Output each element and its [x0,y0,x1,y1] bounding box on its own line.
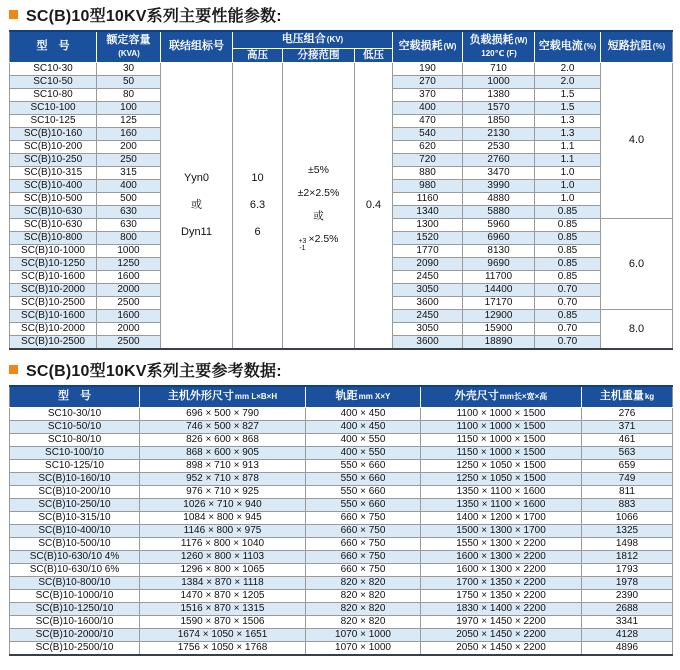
rail-gauge-cell: 550 × 660 [306,473,421,486]
main-unit-dimensions-cell: 868 × 600 × 905 [140,447,306,460]
reference-table-row [10,512,673,525]
model-cell: SC(B)10-250 [10,153,97,166]
noload-current-cell: 0.85 [535,257,601,270]
noload-loss-cell: 270 [393,75,463,88]
reference-table [9,385,673,657]
rail-gauge-cell: 660 × 750 [306,512,421,525]
model-cell: SC(B)10-500 [10,192,97,205]
reference-table-row [10,577,673,590]
load-loss-cell: 9690 [463,257,535,270]
reference-table-row [10,590,673,603]
model-cell: SC(B)10-630 [10,205,97,218]
main-unit-weight-cell: 1978 [582,577,673,590]
noload-current-cell: 2.0 [535,75,601,88]
model-cell: SC10-80/10 [10,434,140,447]
rated-capacity-cell: 400 [97,179,161,192]
performance-section [9,5,672,350]
noload-loss-cell: 190 [393,62,463,75]
noload-loss-cell: 1160 [393,192,463,205]
rated-capacity-cell: 30 [97,62,161,75]
rated-capacity-cell: 200 [97,140,161,153]
model-cell: SC(B)10-315 [10,166,97,179]
noload-loss-cell: 980 [393,179,463,192]
enclosure-dimensions-cell: 1350 × 1100 × 1600 [421,499,582,512]
enclosure-dimensions-cell: 1600 × 1300 × 2200 [421,551,582,564]
load-loss-cell: 15900 [463,322,535,335]
model-cell: SC(B)10-1000/10 [10,590,140,603]
noload-current-cell: 1.0 [535,192,601,205]
rated-capacity-cell: 315 [97,166,161,179]
model-cell: SC(B)10-250/10 [10,499,140,512]
main-unit-dimensions-cell: 1674 × 1050 × 1651 [140,629,306,642]
impedance-cell: 6.0 [601,218,673,309]
model-cell: SC(B)10-1250 [10,257,97,270]
model-cell: SC(B)10-2000 [10,322,97,335]
load-loss-cell: 2530 [463,140,535,153]
col-header-noload-current: 空载电流(%) [535,31,601,62]
main-unit-dimensions-cell: 826 × 600 × 868 [140,434,306,447]
reference-table-row [10,486,673,499]
model-cell: SC(B)10-1600/10 [10,616,140,629]
col-header-rated-capacity: 额定容量 (KVA) [97,31,161,62]
rated-capacity-cell: 250 [97,153,161,166]
reference-header-row [10,386,673,408]
main-unit-dimensions-cell: 1516 × 870 × 1315 [140,603,306,616]
col-header-tap-range: 分接范围 [283,48,355,62]
noload-current-cell: 0.85 [535,218,601,231]
main-unit-weight-cell: 2390 [582,590,673,603]
main-unit-dimensions-cell: 1176 × 800 × 1040 [140,538,306,551]
rail-gauge-cell: 820 × 820 [306,603,421,616]
col-header-short-circuit-impedance: 短路抗阻(%) [601,31,673,62]
noload-loss-cell: 470 [393,114,463,127]
model-cell: SC(B)10-2500 [10,335,97,349]
noload-loss-cell: 400 [393,101,463,114]
model-cell: SC(B)10-2000 [10,283,97,296]
main-unit-weight-cell: 883 [582,499,673,512]
noload-loss-cell: 1770 [393,244,463,257]
rated-capacity-cell: 1600 [97,270,161,283]
noload-loss-cell: 1300 [393,218,463,231]
load-loss-cell: 2130 [463,127,535,140]
impedance-cell: 8.0 [601,309,673,349]
main-unit-dimensions-cell: 1590 × 870 × 1506 [140,616,306,629]
load-loss-cell: 3990 [463,179,535,192]
model-cell: SC10-125/10 [10,460,140,473]
model-cell: SC(B)10-200/10 [10,486,140,499]
col-header-enclosure-dimensions: 外壳尺寸mm长×宽×高 [421,386,582,408]
main-unit-dimensions-cell: 746 × 500 × 827 [140,421,306,434]
reference-table-row [10,551,673,564]
rated-capacity-cell: 2500 [97,335,161,349]
load-loss-cell: 4880 [463,192,535,205]
noload-current-cell: 0.85 [535,231,601,244]
model-cell: SC(B)10-800 [10,231,97,244]
noload-current-cell: 1.1 [535,153,601,166]
noload-current-cell: 0.85 [535,270,601,283]
main-unit-dimensions-cell: 696 × 500 × 790 [140,408,306,421]
col-header-model: 型 号 [10,31,97,62]
main-unit-weight-cell: 1325 [582,525,673,538]
model-cell: SC(B)10-1600 [10,309,97,322]
performance-section-title: SC(B)10型10KV系列主要性能参数: [26,8,282,25]
noload-current-cell: 1.3 [535,114,601,127]
main-unit-weight-cell: 659 [582,460,673,473]
main-unit-weight-cell: 749 [582,473,673,486]
rail-gauge-cell: 660 × 750 [306,525,421,538]
enclosure-dimensions-cell: 1830 × 1400 × 2200 [421,603,582,616]
noload-current-cell: 0.70 [535,335,601,349]
orange-square-bullet-icon [9,365,18,374]
reference-table-row [10,447,673,460]
reference-table-row [10,434,673,447]
rated-capacity-cell: 125 [97,114,161,127]
main-unit-dimensions-cell: 1084 × 800 × 945 [140,512,306,525]
main-unit-weight-cell: 4128 [582,629,673,642]
enclosure-dimensions-cell: 1150 × 1000 × 1500 [421,434,582,447]
reference-section-title: SC(B)10型10KV系列主要参考数据: [26,362,282,380]
rated-capacity-cell: 1000 [97,244,161,257]
load-loss-cell: 1570 [463,101,535,114]
noload-loss-cell: 2090 [393,257,463,270]
load-loss-cell: 1000 [463,75,535,88]
col-header-noload-loss: 空载损耗(W) [393,31,463,62]
performance-title-row [9,5,672,24]
rail-gauge-cell: 820 × 820 [306,616,421,629]
reference-table-body [10,408,673,656]
rail-gauge-cell: 400 × 450 [306,421,421,434]
enclosure-dimensions-cell: 1400 × 1200 × 1700 [421,512,582,525]
main-unit-dimensions-cell: 952 × 710 × 878 [140,473,306,486]
rail-gauge-cell: 820 × 820 [306,590,421,603]
col-header-low-voltage: 低压 [355,48,393,62]
rail-gauge-cell: 660 × 750 [306,564,421,577]
enclosure-dimensions-cell: 1500 × 1300 × 1700 [421,525,582,538]
noload-loss-cell: 3600 [393,296,463,309]
performance-table-body [10,62,673,349]
load-loss-cell: 3470 [463,166,535,179]
rail-gauge-cell: 550 × 660 [306,486,421,499]
reference-table-row [10,538,673,551]
model-cell: SC(B)10-315/10 [10,512,140,525]
main-unit-weight-cell: 3341 [582,616,673,629]
main-unit-weight-cell: 276 [582,408,673,421]
impedance-cell: 4.0 [601,62,673,218]
enclosure-dimensions-cell: 1250 × 1050 × 1500 [421,473,582,486]
main-unit-dimensions-cell: 1296 × 800 × 1065 [140,564,306,577]
main-unit-dimensions-cell: 1146 × 800 × 975 [140,525,306,538]
main-unit-weight-cell: 1793 [582,564,673,577]
rail-gauge-cell: 550 × 660 [306,499,421,512]
noload-current-cell: 0.70 [535,322,601,335]
load-loss-cell: 710 [463,62,535,75]
load-loss-cell: 8130 [463,244,535,257]
enclosure-dimensions-cell: 2050 × 1450 × 2200 [421,642,582,656]
model-cell: SC(B)10-1250/10 [10,603,140,616]
main-unit-dimensions-cell: 1470 × 870 × 1205 [140,590,306,603]
reference-table-row [10,408,673,421]
noload-loss-cell: 1340 [393,205,463,218]
noload-loss-cell: 880 [393,166,463,179]
model-cell: SC(B)10-630/10 6% [10,564,140,577]
low-voltage-cell: 0.4 [355,62,393,349]
enclosure-dimensions-cell: 1150 × 1000 × 1500 [421,447,582,460]
rail-gauge-cell: 660 × 750 [306,538,421,551]
model-cell: SC(B)10-400/10 [10,525,140,538]
load-loss-cell: 1850 [463,114,535,127]
performance-table [9,30,673,350]
load-loss-cell: 1380 [463,88,535,101]
load-loss-cell: 2760 [463,153,535,166]
rated-capacity-cell: 1250 [97,257,161,270]
reference-title-row [9,360,672,379]
noload-current-cell: 0.70 [535,296,601,309]
orange-square-bullet-icon [9,10,18,19]
noload-loss-cell: 370 [393,88,463,101]
model-cell: SC10-100 [10,101,97,114]
rated-capacity-cell: 2000 [97,283,161,296]
rated-capacity-cell: 80 [97,88,161,101]
reference-table-row [10,603,673,616]
reference-table-row [10,564,673,577]
col-header-connection-group: 联结组标号 [161,31,233,62]
rated-capacity-cell: 2500 [97,296,161,309]
main-unit-weight-cell: 4896 [582,642,673,656]
load-loss-cell: 5880 [463,205,535,218]
main-unit-weight-cell: 811 [582,486,673,499]
rated-capacity-cell: 630 [97,205,161,218]
noload-loss-cell: 2450 [393,309,463,322]
rated-capacity-cell: 630 [97,218,161,231]
main-unit-weight-cell: 1066 [582,512,673,525]
rail-gauge-cell: 820 × 820 [306,577,421,590]
main-unit-weight-cell: 2688 [582,603,673,616]
noload-loss-cell: 540 [393,127,463,140]
rated-capacity-cell: 2000 [97,322,161,335]
main-unit-dimensions-cell: 1026 × 710 × 940 [140,499,306,512]
performance-table-row [10,62,673,75]
model-cell: SC(B)10-630/10 4% [10,551,140,564]
rail-gauge-cell: 1070 × 1000 [306,642,421,656]
col-header-high-voltage: 高压 [233,48,283,62]
high-voltage-cell: 10 6.3 6 [233,62,283,349]
model-cell: SC10-125 [10,114,97,127]
main-unit-weight-cell: 1812 [582,551,673,564]
rated-capacity-cell: 1600 [97,309,161,322]
model-cell: SC10-30 [10,62,97,75]
enclosure-dimensions-cell: 1700 × 1350 × 2200 [421,577,582,590]
reference-table-row [10,460,673,473]
reference-table-row [10,629,673,642]
model-cell: SC10-100/10 [10,447,140,460]
load-loss-cell: 6960 [463,231,535,244]
noload-current-cell: 2.0 [535,62,601,75]
reference-section [9,360,672,657]
load-loss-cell: 17170 [463,296,535,309]
noload-current-cell: 1.1 [535,140,601,153]
noload-loss-cell: 720 [393,153,463,166]
main-unit-weight-cell: 461 [582,434,673,447]
enclosure-dimensions-cell: 1350 × 1100 × 1600 [421,486,582,499]
load-loss-cell: 14400 [463,283,535,296]
rated-capacity-cell: 100 [97,101,161,114]
rail-gauge-cell: 550 × 660 [306,460,421,473]
rated-capacity-cell: 800 [97,231,161,244]
rail-gauge-cell: 1070 × 1000 [306,629,421,642]
reference-table-row [10,499,673,512]
enclosure-dimensions-cell: 1750 × 1350 × 2200 [421,590,582,603]
noload-current-cell: 1.3 [535,127,601,140]
col-header-voltage-combination: 电压组合(KV) [233,31,393,48]
enclosure-dimensions-cell: 1100 × 1000 × 1500 [421,408,582,421]
enclosure-dimensions-cell: 1100 × 1000 × 1500 [421,421,582,434]
rail-gauge-cell: 400 × 550 [306,447,421,460]
model-cell: SC(B)10-800/10 [10,577,140,590]
model-cell: SC(B)10-1000 [10,244,97,257]
noload-loss-cell: 3050 [393,283,463,296]
connection-group-cell: Yyn0 或 Dyn11 [161,62,233,349]
enclosure-dimensions-cell: 1970 × 1450 × 2200 [421,616,582,629]
col-header-rail-gauge: 轨距mm X×Y [306,386,421,408]
col-header-main-unit-weight: 主机重量kg [582,386,673,408]
model-cell: SC(B)10-500/10 [10,538,140,551]
reference-table-row [10,421,673,434]
main-unit-dimensions-cell: 976 × 710 × 925 [140,486,306,499]
noload-current-cell: 1.5 [535,101,601,114]
tap-fraction: +3 -1 [298,237,307,252]
noload-loss-cell: 620 [393,140,463,153]
performance-header-row-1 [10,31,673,48]
col-header-load-loss: 负载损耗(W) 120℃ (F) [463,31,535,62]
enclosure-dimensions-cell: 1550 × 1300 × 2200 [421,538,582,551]
model-cell: SC(B)10-630 [10,218,97,231]
rated-capacity-cell: 160 [97,127,161,140]
model-cell: SC10-80 [10,88,97,101]
noload-loss-cell: 1520 [393,231,463,244]
rail-gauge-cell: 400 × 550 [306,434,421,447]
reference-table-row [10,473,673,486]
col-header-main-unit-dimensions: 主机外形尺寸mm L×B×H [140,386,306,408]
model-cell: SC10-50 [10,75,97,88]
tap-range-cell: ±5% ±2×2.5% 或 +3 -1 ×2.5% [283,62,355,349]
noload-loss-cell: 2450 [393,270,463,283]
main-unit-dimensions-cell: 1756 × 1050 × 1768 [140,642,306,656]
model-cell: SC(B)10-160 [10,127,97,140]
model-cell: SC(B)10-200 [10,140,97,153]
rail-gauge-cell: 400 × 450 [306,408,421,421]
enclosure-dimensions-cell: 1600 × 1300 × 2200 [421,564,582,577]
model-cell: SC(B)10-1600 [10,270,97,283]
main-unit-weight-cell: 1498 [582,538,673,551]
load-loss-cell: 12900 [463,309,535,322]
load-loss-cell: 5960 [463,218,535,231]
rated-capacity-cell: 500 [97,192,161,205]
enclosure-dimensions-cell: 1250 × 1050 × 1500 [421,460,582,473]
noload-current-cell: 0.85 [535,244,601,257]
main-unit-dimensions-cell: 1260 × 800 × 1103 [140,551,306,564]
main-unit-dimensions-cell: 898 × 710 × 913 [140,460,306,473]
noload-current-cell: 1.0 [535,179,601,192]
model-cell: SC10-50/10 [10,421,140,434]
model-cell: SC10-30/10 [10,408,140,421]
noload-current-cell: 0.85 [535,205,601,218]
model-cell: SC(B)10-400 [10,179,97,192]
reference-table-row [10,616,673,629]
rated-capacity-cell: 50 [97,75,161,88]
load-loss-cell: 11700 [463,270,535,283]
main-unit-dimensions-cell: 1384 × 870 × 1118 [140,577,306,590]
reference-table-row [10,525,673,538]
noload-current-cell: 0.70 [535,283,601,296]
noload-loss-cell: 3600 [393,335,463,349]
model-cell: SC(B)10-2500 [10,296,97,309]
model-cell: SC(B)10-2000/10 [10,629,140,642]
col-header-model: 型 号 [10,386,140,408]
noload-current-cell: 0.85 [535,309,601,322]
enclosure-dimensions-cell: 2050 × 1450 × 2200 [421,629,582,642]
model-cell: SC(B)10-160/10 [10,473,140,486]
main-unit-weight-cell: 371 [582,421,673,434]
reference-table-row [10,642,673,656]
rail-gauge-cell: 660 × 750 [306,551,421,564]
noload-current-cell: 1.5 [535,88,601,101]
noload-current-cell: 1.0 [535,166,601,179]
load-loss-cell: 18890 [463,335,535,349]
noload-loss-cell: 3050 [393,322,463,335]
model-cell: SC(B)10-2500/10 [10,642,140,656]
main-unit-weight-cell: 563 [582,447,673,460]
